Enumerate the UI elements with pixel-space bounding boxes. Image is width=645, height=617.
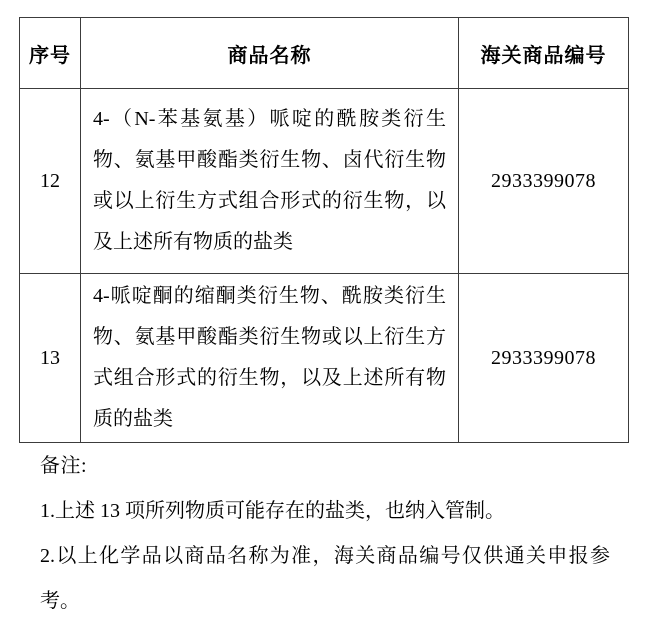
serial-number-cell: 13	[20, 274, 81, 443]
notes-label: 备注:	[40, 455, 88, 477]
note-item-2: 2.以上化学品以商品名称为准，海关商品编号仅供通关申报参考。	[40, 545, 610, 612]
goods-table	[19, 17, 629, 443]
customs-code-cell: 2933399078	[459, 89, 629, 274]
serial-number-cell: 12	[20, 89, 81, 274]
product-name-cell: 4-（N-苯基氨基）哌啶的酰胺类衍生物、氨基甲酸酯类衍生物、卤代衍生物或以上衍生方式组合形式的衍生物，以及上述所有物质的盐类	[81, 89, 459, 274]
header-serial-number: 序号	[20, 18, 81, 89]
header-customs-code: 海关商品编号	[459, 18, 629, 89]
customs-code-cell: 2933399078	[459, 274, 629, 443]
header-product-name: 商品名称	[81, 18, 459, 89]
note-item-1: 1.上述 13 项所列物质可能存在的盐类，也纳入管制。	[40, 500, 505, 522]
table-header-row	[20, 18, 629, 89]
table-row-13	[20, 274, 629, 443]
table-row-12	[20, 89, 629, 274]
product-name-cell: 4-哌啶酮的缩酮类衍生物、酰胺类衍生物、氨基甲酸酯类衍生物或以上衍生方式组合形式的衍生物，以及上述所有物质的盐类	[81, 274, 459, 443]
notes-section	[40, 444, 610, 617]
